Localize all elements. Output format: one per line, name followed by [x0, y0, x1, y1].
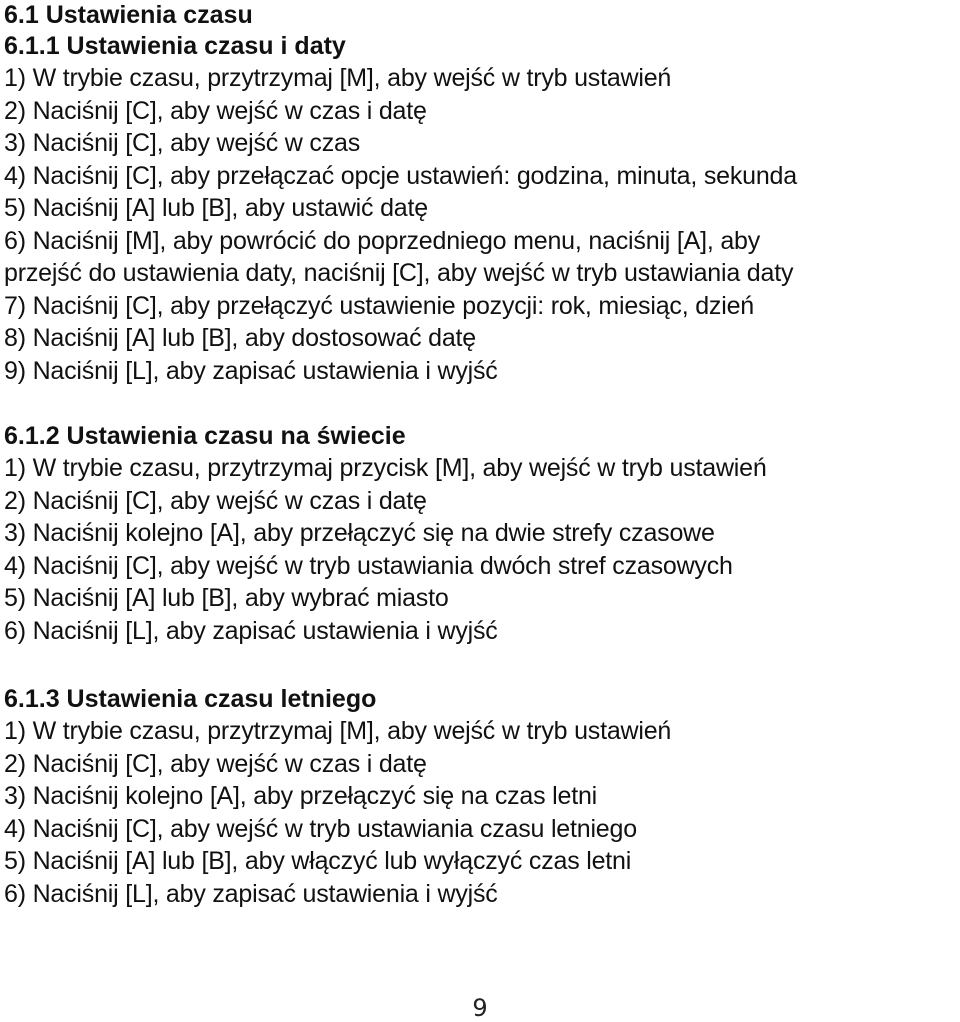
step-item: 6) Naciśnij [L], aby zapisać ustawienia i wyjść: [4, 616, 498, 645]
step-item: 4) Naciśnij [C], aby przełączać opcje ustawień: godzina, minuta, sekunda: [4, 161, 797, 190]
section-time-and-date: [4, 30, 956, 387]
page-number: 9: [472, 994, 488, 1022]
step-item: 3) Naciśnij [C], aby wejść w czas: [4, 129, 360, 157]
step-item: 2) Naciśnij [C], aby wejść w czas i datę: [4, 96, 427, 125]
step-item: 1) W trybie czasu, przytrzymaj [M], aby wejść w tryb ustawień: [4, 64, 672, 92]
step-item-continuation: przejść do ustawienia daty, naciśnij [C], aby wejść w tryb ustawiania daty: [4, 259, 794, 287]
section-world-time: [4, 420, 956, 647]
step-item: 5) Naciśnij [A] lub [B], aby wybrać miasto: [4, 584, 449, 612]
step-item: 4) Naciśnij [C], aby wejść w tryb ustawiania czasu letniego: [4, 814, 637, 843]
step-item: 7) Naciśnij [C], aby przełączyć ustawienie pozycji: rok, miesiąc, dzień: [4, 291, 754, 320]
step-item: 5) Naciśnij [A] lub [B], aby włączyć lub wyłączyć czas letni: [4, 847, 632, 875]
section-spacer: [4, 387, 956, 420]
section-daylight-saving: [4, 683, 956, 910]
section-heading: 6.1.3 Ustawienia czasu letniego: [4, 685, 377, 713]
step-item: 6) Naciśnij [M], aby powrócić do poprzedniego menu, naciśnij [A], aby: [4, 226, 761, 255]
step-item: 3) Naciśnij kolejno [A], aby przełączyć się na czas letni: [4, 782, 598, 810]
step-item: 1) W trybie czasu, przytrzymaj przycisk [M], aby wejść w tryb ustawień: [4, 454, 767, 482]
page-title: 6.1 Ustawienia czasu: [4, 1, 253, 29]
section-spacer: [4, 647, 956, 683]
step-item: 1) W trybie czasu, przytrzymaj [M], aby wejść w tryb ustawień: [4, 717, 672, 745]
section-heading: 6.1.2 Ustawienia czasu na świecie: [4, 422, 406, 450]
manual-page: [4, 0, 956, 910]
section-heading: 6.1.1 Ustawienia czasu i daty: [4, 32, 346, 60]
step-item: 6) Naciśnij [L], aby zapisać ustawienia i wyjść: [4, 879, 498, 908]
step-item: 4) Naciśnij [C], aby wejść w tryb ustawiania dwóch stref czasowych: [4, 551, 733, 580]
step-item: 8) Naciśnij [A] lub [B], aby dostosować datę: [4, 324, 476, 352]
step-item: 2) Naciśnij [C], aby wejść w czas i datę: [4, 749, 427, 778]
step-item: 3) Naciśnij kolejno [A], aby przełączyć się na dwie strefy czasowe: [4, 519, 715, 547]
step-item: 5) Naciśnij [A] lub [B], aby ustawić datę: [4, 194, 428, 222]
step-item: 2) Naciśnij [C], aby wejść w czas i datę: [4, 486, 427, 515]
step-item: 9) Naciśnij [L], aby zapisać ustawienia i wyjść: [4, 356, 498, 385]
